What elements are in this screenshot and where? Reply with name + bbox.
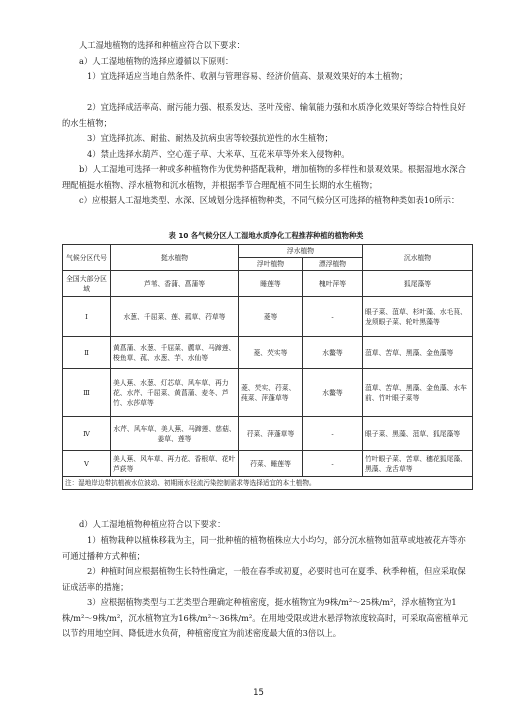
table-note-row [63, 477, 473, 490]
cell-floating-leaf: 菱、芡实、荇菜、莼菜、萍蓬草等 [239, 369, 303, 417]
cell-submerged: 菹草、苦草、黑藻、金鱼藻等 [363, 337, 473, 369]
cell-zone: Ⅱ [63, 337, 111, 369]
table-row [63, 369, 473, 417]
table-row [63, 417, 473, 451]
cell-floating-leaf: 菱、芡实等 [239, 337, 303, 369]
intro-paragraph: 人工湿地植物的选择和种植应符合以下要求： [79, 40, 245, 50]
cell-free-floating: 水鳖等 [303, 369, 363, 417]
cell-free-floating: 槐叶萍等 [303, 271, 363, 297]
section-b-paragraph: b）人工湿地可选择一种或多种植物作为优势种搭配栽种，增加植物的多样性和景观效果。根据湿地水深合理配植挺水植物、浮水植物和沉水植物，并根据季节合理配植不同生长期的水生植物； [62, 164, 466, 190]
table-note: 注：湿地岸边带抗植被水位波动、初期雨水径流污染控制需求等选择适宜的本土植物。 [63, 477, 473, 490]
cell-free-floating: 水鳖等 [303, 337, 363, 369]
cell-floating-leaf: 睡莲等 [239, 271, 303, 297]
cell-free-floating: - [303, 417, 363, 451]
cell-free-floating: - [303, 297, 363, 337]
cell-emergent: 美人蕉、风车草、再力花、香根草、花叶芦荻等 [111, 451, 239, 477]
principle-2: 2）宜选择成活率高、耐污能力强、根系发达、茎叶茂密、输氧能力强和水质净化效果好等综合特性良好的水生植物； [62, 102, 466, 128]
header-free-floating: 漂浮植物 [303, 258, 363, 271]
cell-zone: Ⅴ [63, 451, 111, 477]
table-row [63, 271, 473, 297]
table-header-row [63, 245, 473, 258]
table-row [63, 297, 473, 337]
header-submerged: 沉水植物 [363, 245, 473, 271]
section-a-heading: a）人工湿地植物的选择应遵循以下原则： [79, 56, 234, 66]
cell-floating-leaf: 荇菜、睡莲等 [239, 451, 303, 477]
planting-rule-2: 2）种植时间应根据植物生长特性确定，一般在春季或初夏，必要时也可在夏季、秋季种植，但应采取保证成活率的措施； [62, 566, 466, 592]
table-row [63, 337, 473, 369]
cell-submerged: 眼子菜、黑藻、菹草、狐尾藻等 [363, 417, 473, 451]
header-floating: 浮水植物 [239, 245, 363, 258]
cell-floating-leaf: 菱等 [239, 297, 303, 337]
cell-submerged: 眼子菜、菹草、杉叶藻、水毛茛、龙须眼子菜、轮叶黑藻等 [363, 297, 473, 337]
planting-rule-3: 3）应根据植物类型与工艺类型合理确定种植密度，挺水植物宜为9株/m²～25株/m²，浮水植物宜为1株/m²～9株/m²，沉水植物宜为16株/m²～36株/m²。在用地受限或进水悬浮物浓度较高时，可采取高密植单元以节约用地空间、降低进水负荷，种植密度宜为前述密度最大值的3倍以上。 [62, 597, 468, 638]
cell-emergent: 芦苇、香蒲、菖蒲等 [111, 271, 239, 297]
cell-emergent: 水芹、风车草、美人蕉、马蹄莲、慈菇、姜草、莲等 [111, 417, 239, 451]
planting-rule-1: 1）植物栽种以植株移栽为主，同一批种植的植物植株应大小均匀，部分沉水植物如菹草或地被花卉等亦可通过播种方式种植； [62, 535, 466, 561]
principle-3: 3）宜选择抗冻、耐盐、耐热及抗病虫害等较强抗逆性的水生植物； [87, 133, 333, 143]
table-caption: 表 10 各气候分区人工湿地水质净化工程推荐种植的植物种类 [168, 231, 364, 240]
cell-zone: 全国大部分区域 [63, 271, 111, 297]
cell-submerged: 菹草、苦草、黑藻、金鱼藻、水车前、竹叶眼子菜等 [363, 369, 473, 417]
principle-1: 1）宜选择适应当地自然条件、收割与管理容易、经济价值高、景观效果好的本土植物； [87, 71, 408, 81]
cell-zone: Ⅰ [63, 297, 111, 337]
header-floating-leaf: 浮叶植物 [239, 258, 303, 271]
cell-submerged: 狐尾藻等 [363, 271, 473, 297]
cell-emergent: 黄菖蒲、水葱、千屈菜、藨草、马蹄莲、梭鱼草、菰、水葱、芋、水仙等 [111, 337, 239, 369]
section-d-heading: d）人工湿地植物种植应符合以下要求： [79, 519, 226, 529]
header-emergent: 挺水植物 [111, 245, 239, 271]
cell-emergent: 美人蕉、水葱、灯芯草、风车草、再力花、水芹、千屈菜、黄菖蒲、麦冬、芦竹、水莎草等 [111, 369, 239, 417]
header-zone: 气候分区代号 [63, 245, 111, 271]
cell-floating-leaf: 荇菜、萍蓬草等 [239, 417, 303, 451]
cell-zone: Ⅲ [63, 369, 111, 417]
table-row [63, 451, 473, 477]
plant-species-table [62, 244, 473, 490]
cell-emergent: 水葱、千屈菜、莲、菰草、荇草等 [111, 297, 239, 337]
page-number: 15 [253, 688, 264, 698]
cell-zone: Ⅳ [63, 417, 111, 451]
cell-submerged: 竹叶眼子菜、苦草、穗花狐尾藻、黑藻、龙舌草等 [363, 451, 473, 477]
section-c-paragraph: c）应根据人工湿地类型、水深、区域划分选择植物种类，不同气候分区可选择的植物种类如表10所示： [79, 195, 460, 205]
cell-free-floating: - [303, 451, 363, 477]
principle-4: 4）禁止选择水葫芦、空心莲子草、大米草、互花米草等外来入侵物种。 [87, 149, 350, 159]
